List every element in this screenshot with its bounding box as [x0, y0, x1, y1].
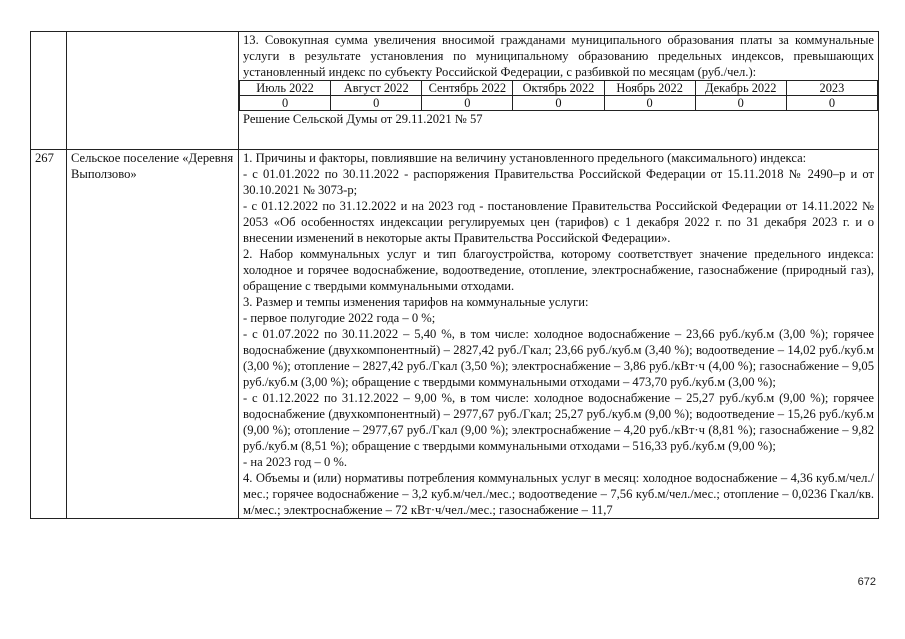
paragraph: 1. Причины и факторы, повлиявшие на величину установленного предельного (максимального) индекса:: [243, 151, 807, 165]
table-row: [31, 150, 879, 519]
row-number-cell: [31, 32, 67, 150]
paragraph: 3. Размер и темпы изменения тарифов на коммунальные услуги:: [243, 295, 589, 309]
tariff-table: [30, 31, 879, 519]
paragraph: - с 01.12.2022 по 31.12.2022 – 9,00 %, в том числе: холодное водоснабжение – 25,27 руб./куб.м (9,00 %); горячее водоснабжение (двухкомпонентный) – 2977,67 руб./Гкал; 25,27 руб./куб.м (9,00 %); водоотведение – 15,26 руб./куб.м (9,00 %); отопление – 2977,67 руб./Гкал (9,00 %); электроснабжение – 4,20 руб./кВт·ч (8,81 %); газоснабжение – 9,82 руб./куб.м (8,51 %); обращение с твердыми коммунальными отходами – 516,33 руб./куб.м (9,00 %);: [243, 391, 874, 453]
month-header: 2023: [786, 81, 877, 96]
months-header-row: [240, 81, 878, 96]
paragraph: - с 01.01.2022 по 30.11.2022 - распоряжения Правительства Российской Федерации от 15.11.2018 № 2490–р и от 30.10.2021 № 3073-р;: [243, 167, 874, 197]
month-value: 0: [422, 96, 513, 111]
month-header: Август 2022: [331, 81, 422, 96]
paragraph: - с 01.12.2022 по 31.12.2022 и на 2023 год - постановление Правительства Российской Федерации от 14.11.2022 № 2053 «Об особенностях индексации регулируемых цен (тарифов) с 1 декабря 2022 г. по 31 декабря 2023 г. и о внесении изменений в некоторые акты Правительства Российской Федерации».: [243, 199, 874, 245]
month-header: Сентябрь 2022: [422, 81, 513, 96]
paragraph: - первое полугодие 2022 года – 0 %;: [243, 311, 436, 325]
info-cell: [239, 150, 879, 519]
paragraph: 2. Набор коммунальных услуг и тип благоустройства, которому соответствует значение предельного индекса: холодное и горячее водоснабжение, водоотведение, отопление, электроснабжение, газоснабжение (природный газ), обращение с твердыми коммунальными отходами.: [243, 247, 874, 293]
decision-text: Решение Сельской Думы от 29.11.2021 № 57: [243, 112, 483, 126]
month-value: 0: [786, 96, 877, 111]
paragraph: 4. Объемы и (или) нормативы потребления коммунальных услуг в месяц: холодное водоснабжение – 4,36 куб.м/чел./мес.; горячее водоснабжение – 3,2 куб.м/чел./мес.; водоотведение – 7,56 куб.м/чел./мес.; отопление – 0,0236 Гкал/кв. м/мес.; электроснабжение – 72 кВт·ч/чел./мес.; газоснабжение – 11,7: [243, 471, 874, 517]
municipality-name-cell: [67, 32, 239, 150]
item-13-text: 13. Совокупная сумма увеличения вносимой гражданами муниципального образования платы за коммунальные услуги в результате установления по муниципальному образованию предельных индексов, превышающих установленный индекс по субъекту Российской Федерации, с разбивкой по месяцам (руб./чел.):: [243, 33, 874, 79]
table-row: [31, 32, 879, 150]
monthly-increase-table: [239, 80, 878, 111]
month-header: Ноябрь 2022: [604, 81, 695, 96]
month-value: 0: [604, 96, 695, 111]
month-header: Октябрь 2022: [513, 81, 604, 96]
month-value: 0: [695, 96, 786, 111]
row-number: 267: [35, 151, 54, 165]
month-value: 0: [513, 96, 604, 111]
month-value: 0: [240, 96, 331, 111]
months-values-row: [240, 96, 878, 111]
month-value: 0: [331, 96, 422, 111]
month-header: Июль 2022: [240, 81, 331, 96]
info-cell: [239, 32, 879, 150]
paragraph: - с 01.07.2022 по 30.11.2022 – 5,40 %, в том числе: холодное водоснабжение – 23,66 руб./куб.м (3,00 %); горячее водоснабжение (двухкомпонентный) – 2827,42 руб./Гкал; 23,66 руб./куб.м (3,40 %); водоотведение – 14,02 руб./куб.м (3,00 %); отопление – 2827,42 руб./Гкал (3,50 %); электроснабжение – 3,86 руб./кВт·ч (4,00 %); газоснабжение – 9,05 руб./куб.м (3,00 %); обращение с твердыми коммунальными отходами – 473,70 руб./куб.м (3,00 %);: [243, 327, 874, 389]
paragraph: - на 2023 год – 0 %.: [243, 455, 348, 469]
month-header: Декабрь 2022: [695, 81, 786, 96]
page-number: 672: [857, 576, 876, 588]
municipality-name-cell: [67, 150, 239, 519]
municipality-name: Сельское поселение «Деревня Выползово»: [71, 151, 234, 181]
row-number-cell: [31, 150, 67, 519]
